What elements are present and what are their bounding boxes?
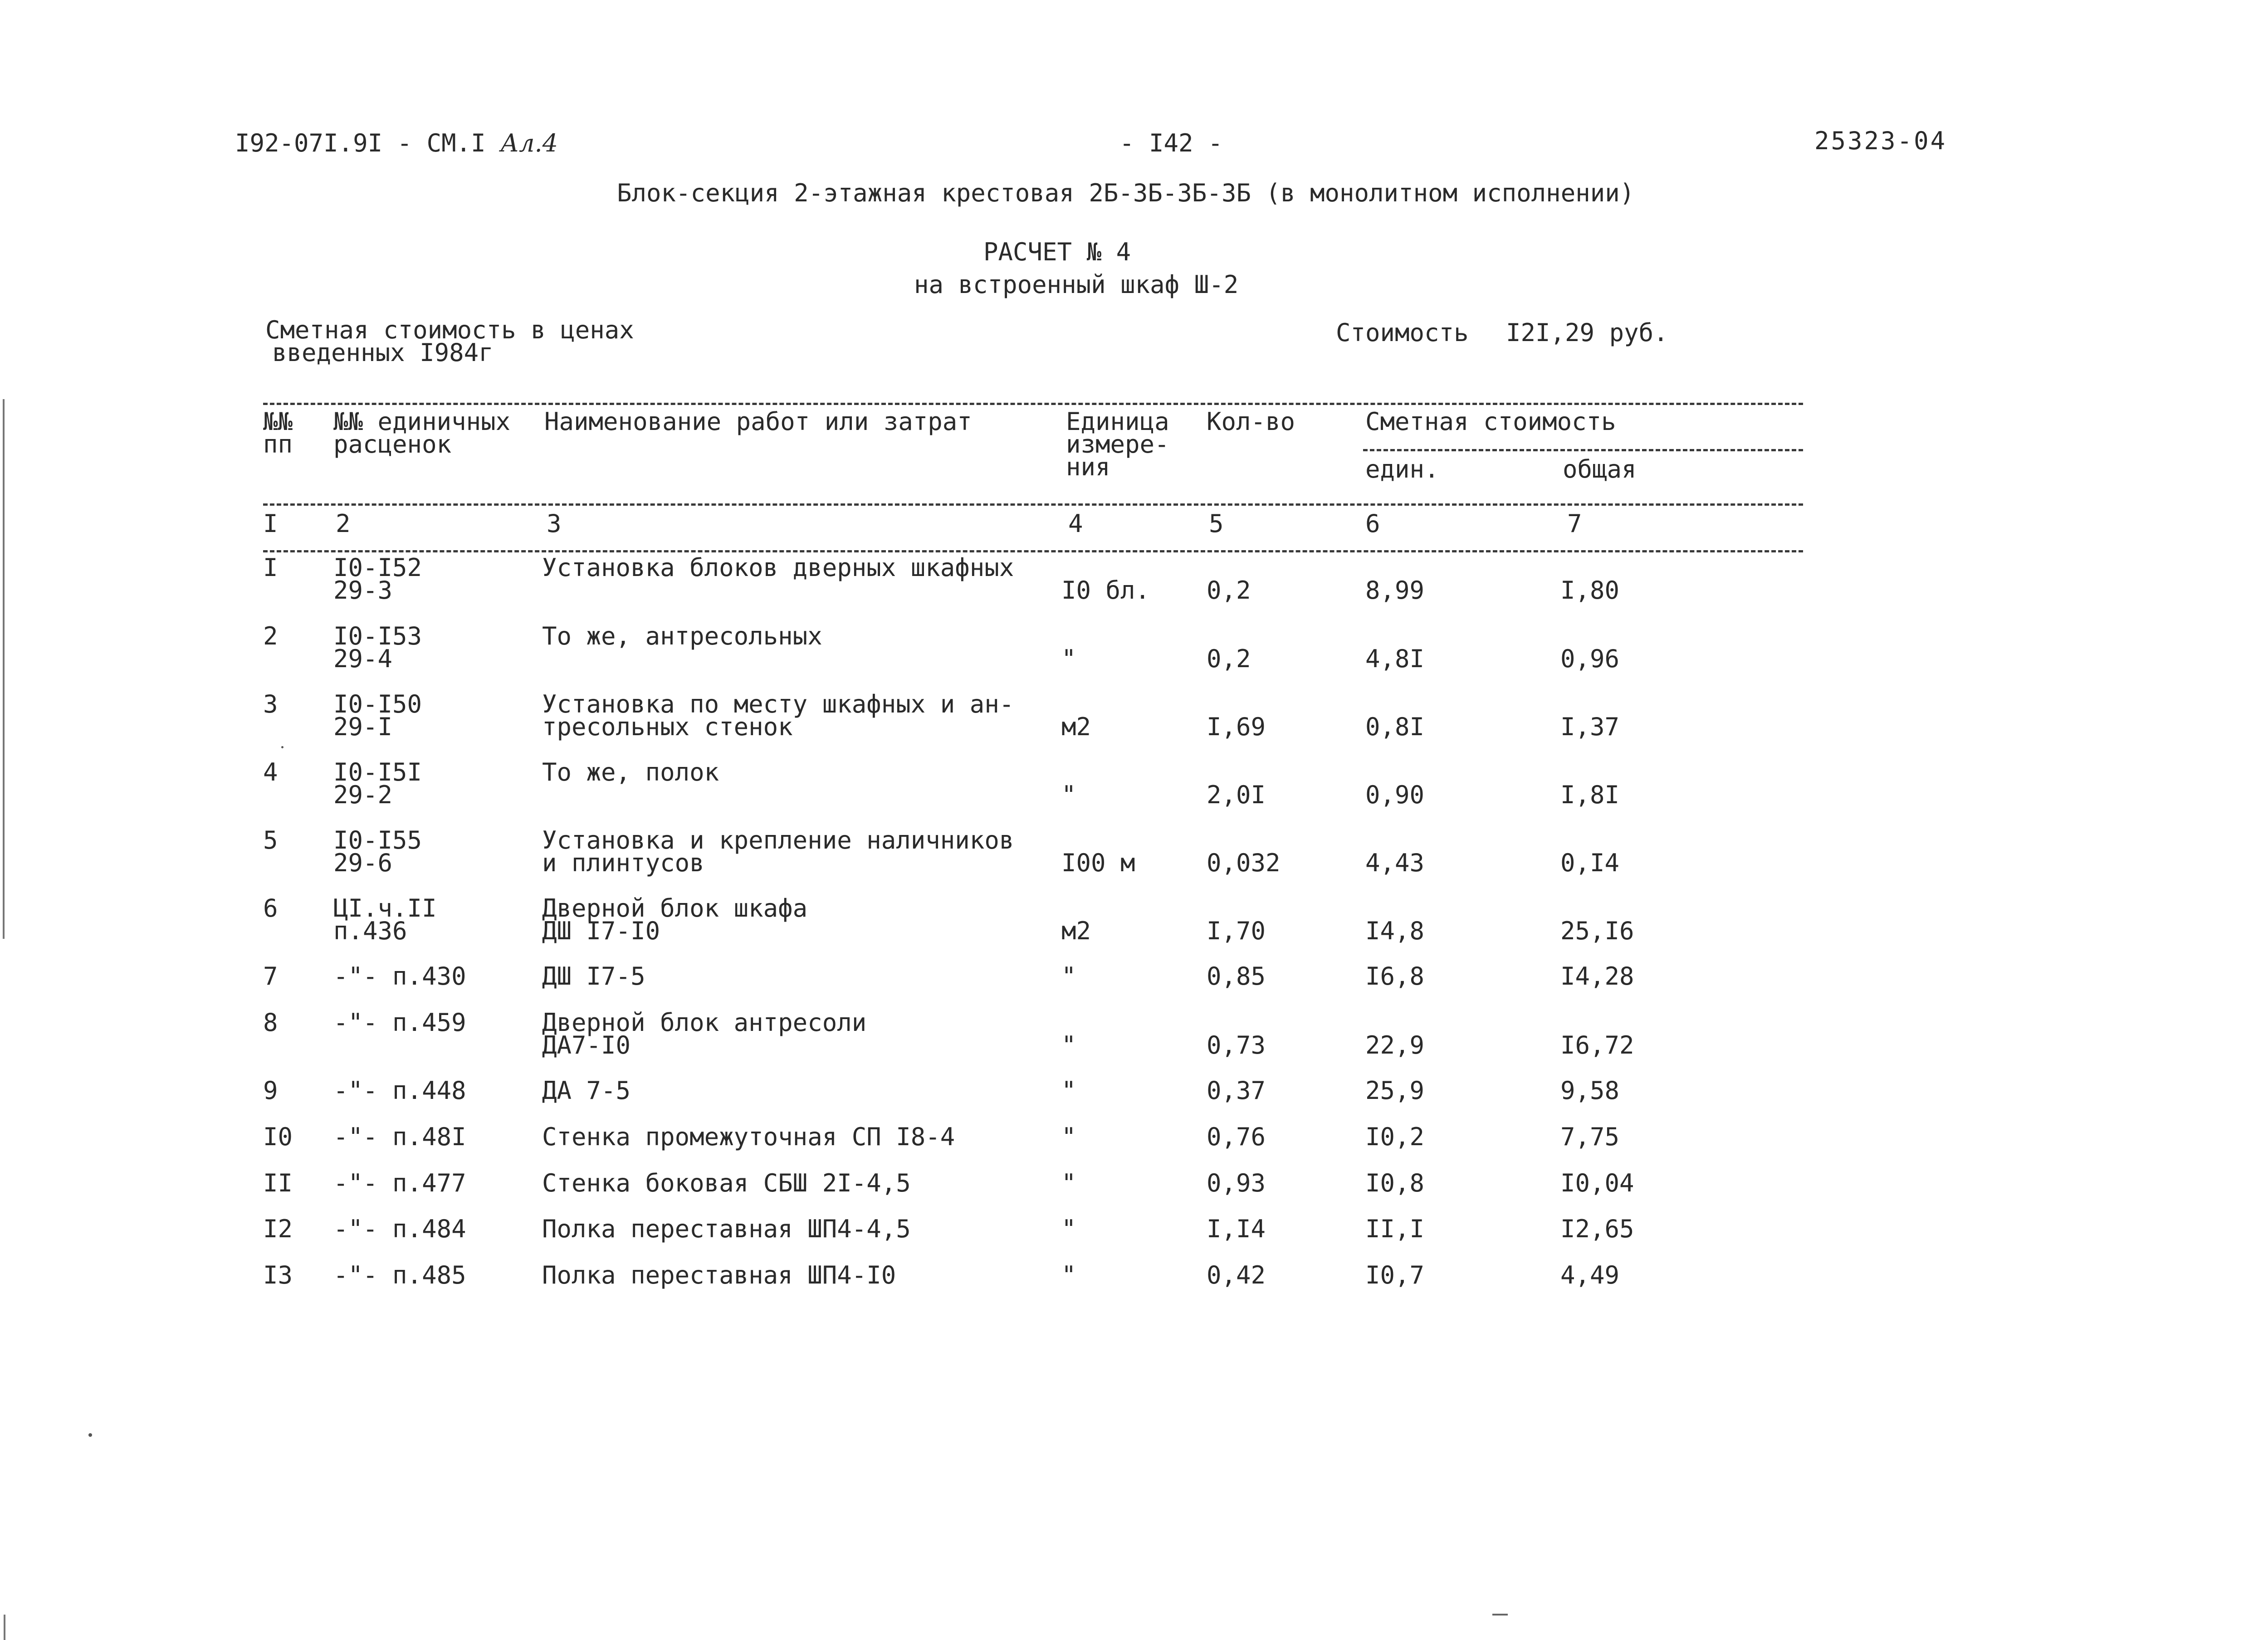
row-code: I0-I53 29-4	[333, 622, 422, 673]
row-code: I0-I50 29-I	[333, 690, 422, 741]
row-unit-cost: 4,8I	[1365, 644, 1425, 673]
estimate-label-line2: введенных I984г	[272, 338, 494, 367]
row-unit-cost: 0,90	[1365, 781, 1425, 809]
row-total: I,8I	[1560, 781, 1620, 809]
row-name: ДШ I7-5	[542, 962, 645, 991]
row-total: I6,72	[1560, 1031, 1634, 1059]
row-num: I	[263, 553, 278, 582]
document-code	[235, 129, 558, 157]
album-handwritten: Ал.4	[500, 129, 558, 157]
scan-dash	[1492, 1614, 1508, 1616]
estimate-label-line1: Сметная стоимость в ценах	[265, 316, 634, 344]
row-unit-cost: I0,2	[1365, 1123, 1425, 1151]
row-total: I,37	[1560, 713, 1620, 741]
row-unit: м2	[1061, 713, 1091, 741]
row-qty: 2,0I	[1207, 781, 1266, 809]
row-unit-cost: I6,8	[1365, 962, 1425, 991]
row-code: I0-I55 29-6	[333, 826, 422, 877]
row-unit-cost: 4,43	[1365, 849, 1425, 877]
row-unit: "	[1061, 1261, 1076, 1289]
row-unit: "	[1061, 1031, 1076, 1059]
row-num: 9	[263, 1076, 278, 1105]
row-total: 25,I6	[1560, 917, 1634, 945]
row-qty: 0,73	[1207, 1031, 1266, 1059]
col-numbers-bottom-rule	[263, 550, 1803, 552]
row-qty: 0,2	[1207, 644, 1251, 673]
row-unit-cost: I0,7	[1365, 1261, 1425, 1289]
header-name: Наименование работ или затрат	[544, 407, 972, 436]
row-total: 0,I4	[1560, 849, 1620, 877]
scan-speck	[88, 1433, 92, 1437]
row-num: 6	[263, 894, 278, 922]
row-qty: I,69	[1207, 713, 1266, 741]
row-unit: "	[1061, 1169, 1076, 1197]
scan-edge-mark	[4, 1615, 5, 1640]
row-qty: 0,85	[1207, 962, 1266, 991]
row-qty: 0,93	[1207, 1169, 1266, 1197]
header-qty: Кол-во	[1207, 407, 1295, 436]
col-number: 2	[336, 509, 351, 538]
row-unit-cost: 22,9	[1365, 1031, 1425, 1059]
row-num: 8	[263, 1008, 278, 1037]
doc-code: I92-07I.9I	[235, 129, 383, 157]
row-qty: 0,42	[1207, 1261, 1266, 1289]
row-name: Дверной блок антресоли ДА7-I0	[542, 1008, 867, 1059]
col-number: 5	[1209, 509, 1224, 538]
row-num: II	[263, 1169, 293, 1197]
col-number: 3	[547, 509, 562, 538]
cost-value: I2I,29 руб.	[1506, 318, 1668, 347]
row-name: Стенка боковая СБШ 2I-4,5	[542, 1169, 911, 1197]
row-total: 7,75	[1560, 1123, 1620, 1151]
row-num: I3	[263, 1261, 293, 1289]
col-number: 7	[1567, 509, 1582, 538]
row-unit: I0 бл.	[1061, 576, 1150, 605]
row-unit: I00 м	[1061, 849, 1135, 877]
row-qty: 0,37	[1207, 1076, 1266, 1105]
row-qty: I,70	[1207, 917, 1266, 945]
row-qty: 0,032	[1207, 849, 1281, 877]
header-num: №№ пп	[263, 407, 293, 459]
page-number: - I42 -	[1119, 129, 1223, 157]
col-number: I	[263, 509, 278, 538]
sheet-ref: - СМ.I	[397, 129, 486, 157]
row-unit-cost: I0,8	[1365, 1169, 1425, 1197]
row-num: 2	[263, 622, 278, 650]
row-name: Полка переставная ШП4-I0	[542, 1261, 896, 1289]
row-code: -"- п.448	[333, 1076, 466, 1105]
row-name: Полка переставная ШП4-4,5	[542, 1215, 911, 1243]
row-num: 4	[263, 758, 278, 786]
row-unit-cost: 8,99	[1365, 576, 1425, 605]
row-unit: "	[1061, 962, 1076, 991]
row-code: -"- п.48I	[333, 1123, 466, 1151]
row-name: Дверной блок шкафа ДШ I7-I0	[542, 894, 808, 945]
document-title: Блок-секция 2-этажная крестовая 2Б-3Б-3Б-3Б (в монолитном исполнении)	[617, 179, 1635, 207]
header-cost-total: общая	[1563, 455, 1637, 483]
row-num: 3	[263, 690, 278, 718]
row-unit: "	[1061, 1215, 1076, 1243]
calculation-subject: на встроенный шкаф Ш-2	[914, 270, 1239, 299]
row-code: -"- п.485	[333, 1261, 466, 1289]
scan-speck	[281, 746, 284, 748]
col-number: 4	[1068, 509, 1083, 538]
row-name: То же, полок	[542, 758, 719, 786]
row-total: I2,65	[1560, 1215, 1634, 1243]
header-code: №№ единичных расценок	[333, 407, 511, 459]
row-unit: "	[1061, 1076, 1076, 1105]
row-name: Стенка промежуточная СП I8-4	[542, 1123, 955, 1151]
row-code: -"- п.484	[333, 1215, 466, 1243]
row-num: 5	[263, 826, 278, 854]
row-name: То же, антресольных	[542, 622, 822, 650]
row-total: I4,28	[1560, 962, 1634, 991]
row-qty: 0,76	[1207, 1123, 1266, 1151]
row-unit: "	[1061, 1123, 1076, 1151]
row-code: -"- п.430	[333, 962, 466, 991]
row-code: I0-I52 29-3	[333, 553, 422, 605]
cost-label: Стоимость	[1336, 318, 1469, 347]
row-unit-cost: II,I	[1365, 1215, 1425, 1243]
row-qty: 0,2	[1207, 576, 1251, 605]
calculation-number: РАСЧЕТ № 4	[983, 238, 1131, 266]
row-unit-cost: 25,9	[1365, 1076, 1425, 1105]
row-code: ЦI.ч.II п.436	[333, 894, 437, 945]
row-num: I0	[263, 1123, 293, 1151]
row-qty: I,I4	[1207, 1215, 1266, 1243]
row-num: 7	[263, 962, 278, 991]
row-name: Установка по месту шкафных и ан- тресольных стенок	[542, 690, 1014, 741]
row-unit: "	[1061, 644, 1076, 673]
row-unit: м2	[1061, 917, 1091, 945]
row-num: I2	[263, 1215, 293, 1243]
row-name: Установка блоков дверных шкафных	[542, 553, 1014, 582]
row-total: 0,96	[1560, 644, 1620, 673]
row-unit-cost: 0,8I	[1365, 713, 1425, 741]
row-total: I,80	[1560, 576, 1620, 605]
row-total: I0,04	[1560, 1169, 1634, 1197]
row-code: I0-I5I 29-2	[333, 758, 422, 809]
header-cost-group: Сметная стоимость	[1365, 407, 1616, 436]
row-total: 4,49	[1560, 1261, 1620, 1289]
row-unit: "	[1061, 781, 1076, 809]
row-code: -"- п.459	[333, 1008, 466, 1037]
archive-number: 25323-04	[1814, 127, 1947, 155]
col-number: 6	[1365, 509, 1380, 538]
header-bottom-rule	[263, 503, 1803, 506]
row-unit-cost: I4,8	[1365, 917, 1425, 945]
row-total: 9,58	[1560, 1076, 1620, 1105]
scan-edge-mark	[3, 399, 5, 939]
cost-group-rule	[1363, 449, 1803, 451]
header-unit: Единица измере- ния	[1066, 407, 1169, 481]
table-top-rule	[263, 403, 1803, 405]
row-code: -"- п.477	[333, 1169, 466, 1197]
row-name: Установка и крепление наличников и плинтусов	[542, 826, 1014, 877]
header-cost-unit: един.	[1365, 455, 1439, 483]
row-name: ДА 7-5	[542, 1076, 631, 1105]
